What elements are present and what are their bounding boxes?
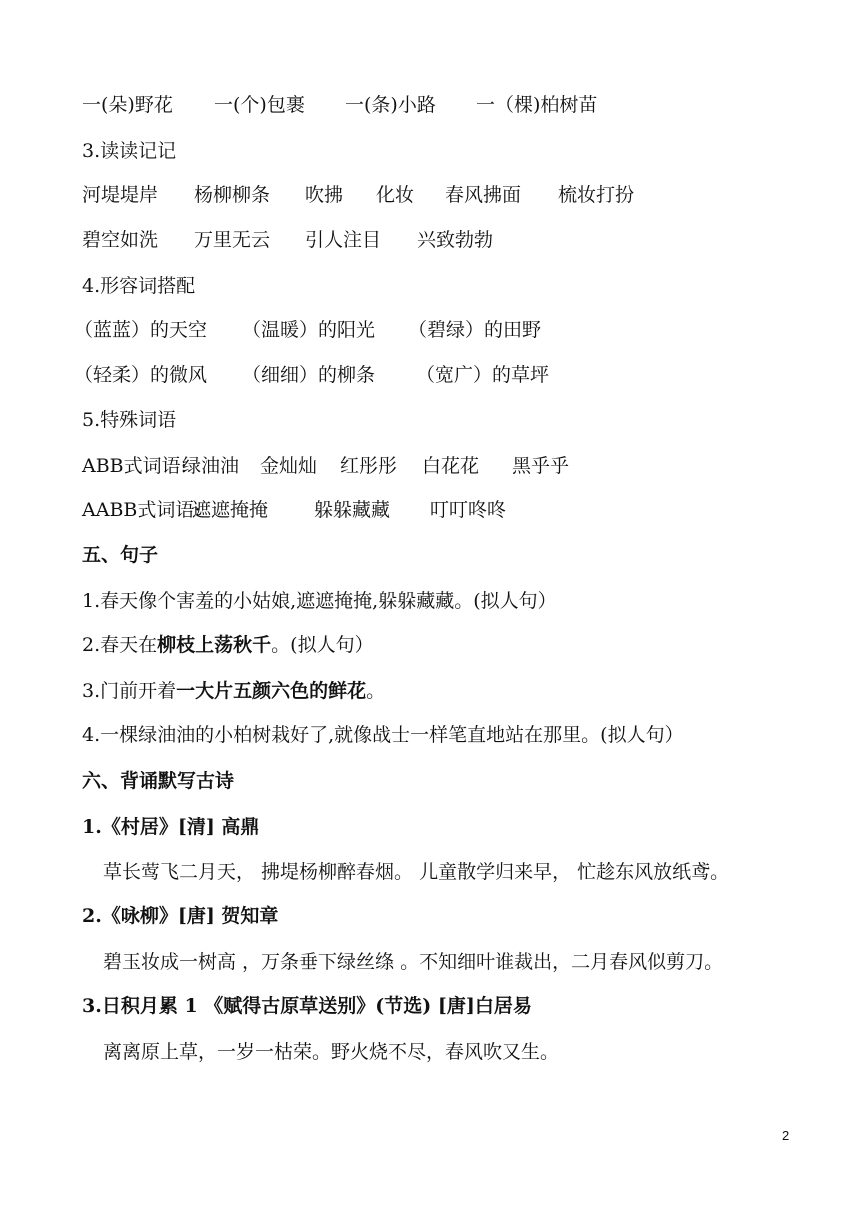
word: 万里无云	[194, 229, 271, 251]
abb-word: 金灿灿	[260, 455, 318, 477]
chapter-heading: 六、背诵默写古诗	[82, 770, 235, 792]
measure-word: 一(条)小路	[345, 94, 436, 116]
sentence-text: 3.门前开着	[82, 680, 177, 702]
sentence	[82, 679, 385, 703]
adjective-phrase: （宽广）的草坪	[416, 364, 550, 386]
sentence-text: 。(拟人句）	[271, 634, 374, 656]
adjective-phrase: （轻柔）的微风	[74, 364, 208, 386]
word: 碧空如洗	[82, 229, 159, 251]
section-heading: 3.读读记记	[82, 140, 177, 162]
word: 河堤堤岸	[82, 184, 159, 206]
sentence-text: 。	[366, 680, 386, 702]
aabb-word: 躲躲藏藏	[314, 499, 391, 521]
word: 春风拂面	[445, 184, 522, 206]
word: 兴致勃勃	[417, 229, 494, 251]
word: 吹拂	[305, 184, 344, 206]
sentence: 1.春天像个害羞的小姑娘,遮遮掩掩,躲躲藏藏。(拟人句）	[82, 590, 557, 612]
sentence-text: 2.春天在	[82, 634, 158, 656]
word: 化妆	[376, 184, 415, 206]
aabb-word: 遮遮掩掩	[192, 499, 269, 521]
poem-text: 碧玉妆成一树高 ，万条垂下绿丝绦 。不知细叶谁裁出，二月春风似剪刀。	[103, 951, 724, 973]
measure-word: 一（棵)柏树苗	[476, 94, 598, 116]
aabb-label: AABB式词语:	[82, 499, 201, 521]
page-number: 2	[782, 1128, 790, 1143]
section-heading: 5.特殊词语	[82, 409, 177, 431]
poem-title: 1.《村居》[清] 高鼎	[82, 816, 260, 838]
adjective-phrase: （蓝蓝）的天空	[74, 319, 208, 341]
abb-word: 绿油油	[182, 455, 240, 477]
poem-title: 3.日积月累 1 《赋得古原草送别》(节选) [唐]白居易	[82, 995, 532, 1017]
measure-word: 一(朵)野花	[82, 94, 173, 116]
sentence: 4.一棵绿油油的小柏树栽好了,就像战士一样笔直地站在那里。(拟人句）	[82, 724, 684, 746]
adjective-phrase: （碧绿）的田野	[408, 319, 542, 341]
abb-word: 红彤彤	[340, 455, 398, 477]
aabb-word: 叮叮咚咚	[430, 499, 507, 521]
measure-word: 一(个)包裹	[214, 94, 305, 116]
abb-label: ABB式词语:	[82, 455, 188, 477]
sentence-emphasis: 一大片五颜六色的鲜花	[176, 680, 367, 702]
poem-text: 草长莺飞二月天， 拂堤杨柳醉春烟。 儿童散学归来早， 忙趁东风放纸鸢。	[103, 861, 730, 883]
adjective-phrase: （细细）的柳条	[242, 364, 376, 386]
sentence-emphasis: 柳枝上荡秋千	[157, 634, 272, 656]
poem-title: 2.《咏柳》[唐] 贺知章	[82, 905, 279, 927]
word: 梳妆打扮	[558, 184, 635, 206]
word: 引人注目	[305, 229, 382, 251]
chapter-heading: 五、句子	[82, 544, 159, 566]
adjective-phrase: （温暖）的阳光	[242, 319, 376, 341]
poem-text: 离离原上草，一岁一枯荣。野火烧不尽，春风吹又生。	[103, 1041, 560, 1063]
sentence	[82, 633, 374, 657]
word: 杨柳柳条	[194, 184, 271, 206]
abb-word: 白花花	[422, 455, 480, 477]
abb-word: 黑乎乎	[512, 455, 570, 477]
section-heading: 4.形容词搭配	[82, 275, 196, 297]
